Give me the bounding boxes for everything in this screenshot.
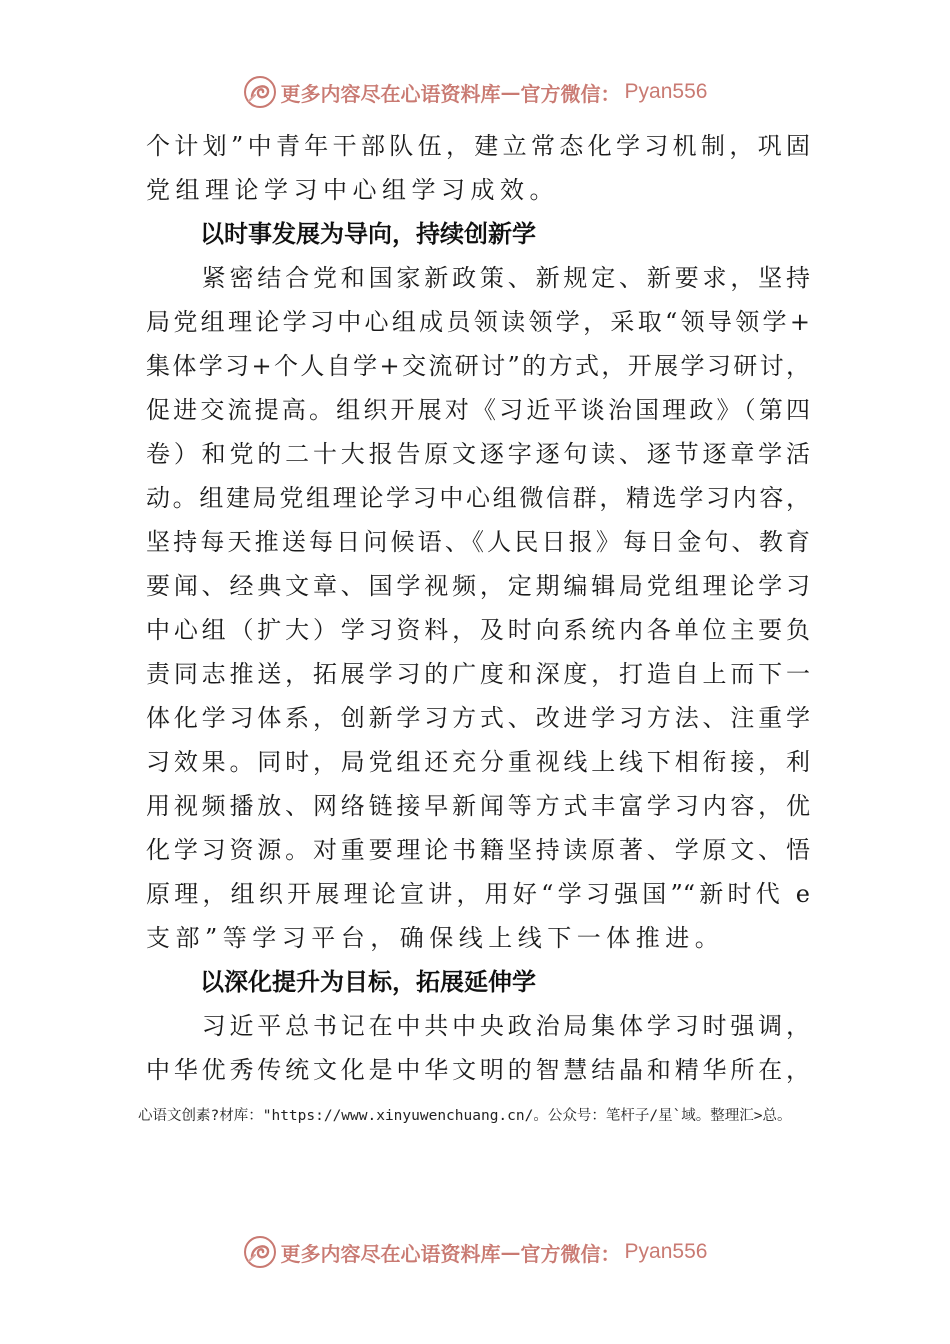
banner-wechat-id: Pyan556 bbox=[624, 80, 708, 103]
paragraph-line: 中华优秀传统文化是中华文明的智慧结晶和精华所在， bbox=[146, 1056, 810, 1084]
swirl-logo-icon bbox=[243, 1235, 277, 1269]
document-body bbox=[146, 124, 810, 1092]
paragraph-line: 化学习资源。对重要理论书籍坚持读原著、学原文、悟 bbox=[146, 836, 810, 864]
paragraph-line: 体化学习体系，创新学习方式、改进学习方法、注重学 bbox=[146, 704, 810, 732]
paragraph-line: 卷）和党的二十大报告原文逐字逐句读、逐节逐章学活 bbox=[146, 440, 810, 468]
paragraph-line: 原理，组织开展理论宣讲，用好“学习强国”“新时代 e bbox=[146, 880, 810, 908]
paragraph-line: 动。组建局党组理论学习中心组微信群，精选学习内容， bbox=[146, 484, 810, 512]
header-banner bbox=[0, 72, 950, 112]
banner-dash: — bbox=[500, 1240, 521, 1264]
paragraph-line: 紧密结合党和国家新政策、新规定、新要求，坚持 bbox=[146, 264, 810, 292]
section-heading: 以时事发展为导向，持续创新学 bbox=[200, 220, 536, 248]
banner-wechat-id: Pyan556 bbox=[624, 1240, 708, 1263]
paragraph-line: 个计划”中青年干部队伍，建立常态化学习机制，巩固 bbox=[146, 132, 810, 160]
paragraph-line: 习近平总书记在中共中央政治局集体学习时强调， bbox=[146, 1012, 810, 1040]
banner-main-text: 更多内容尽在心语资料库 bbox=[280, 1241, 501, 1266]
paragraph-line: 党组理论学习中心组学习成效。 bbox=[146, 176, 559, 204]
paragraph-line: 集体学习+个人自学+交流研讨”的方式，开展学习研讨， bbox=[146, 352, 810, 380]
paragraph-line: 要闻、经典文章、国学视频，定期编辑局党组理论学习 bbox=[146, 572, 810, 600]
swirl-logo-icon bbox=[243, 75, 277, 109]
section-heading: 以深化提升为目标，拓展延伸学 bbox=[200, 968, 536, 996]
paragraph-line: 支部”等学习平台，确保线上线下一体推进。 bbox=[146, 924, 725, 952]
footer-banner bbox=[0, 1232, 950, 1272]
banner-wechat-label: 官方微信： bbox=[520, 1241, 621, 1266]
paragraph-line: 局党组理论学习中心组成员领读领学，采取“领导领学+ bbox=[146, 308, 810, 336]
paragraph-line: 习效果。同时，局党组还充分重视线上线下相衔接，利 bbox=[146, 748, 810, 776]
paragraph-line: 责同志推送，拓展学习的广度和深度，打造自上而下一 bbox=[146, 660, 810, 688]
banner-main-text: 更多内容尽在心语资料库 bbox=[280, 81, 501, 106]
source-note: 心语文创素?材库："https://www.xinyuwenchuang.cn/。公众号：笔杆子/星`域。整理汇>总。 bbox=[138, 1108, 792, 1124]
banner-wechat-label: 官方微信： bbox=[520, 81, 621, 106]
paragraph-line: 中心组（扩大）学习资料，及时向系统内各单位主要负 bbox=[146, 616, 810, 644]
paragraph-line: 用视频播放、网络链接早新闻等方式丰富学习内容，优 bbox=[146, 792, 810, 820]
paragraph-line: 坚持每天推送每日问候语、《人民日报》每日金句、教育 bbox=[146, 528, 810, 556]
paragraph-line: 促进交流提高。组织开展对《习近平谈治国理政》（第四 bbox=[146, 396, 810, 424]
banner-dash: — bbox=[500, 80, 521, 104]
